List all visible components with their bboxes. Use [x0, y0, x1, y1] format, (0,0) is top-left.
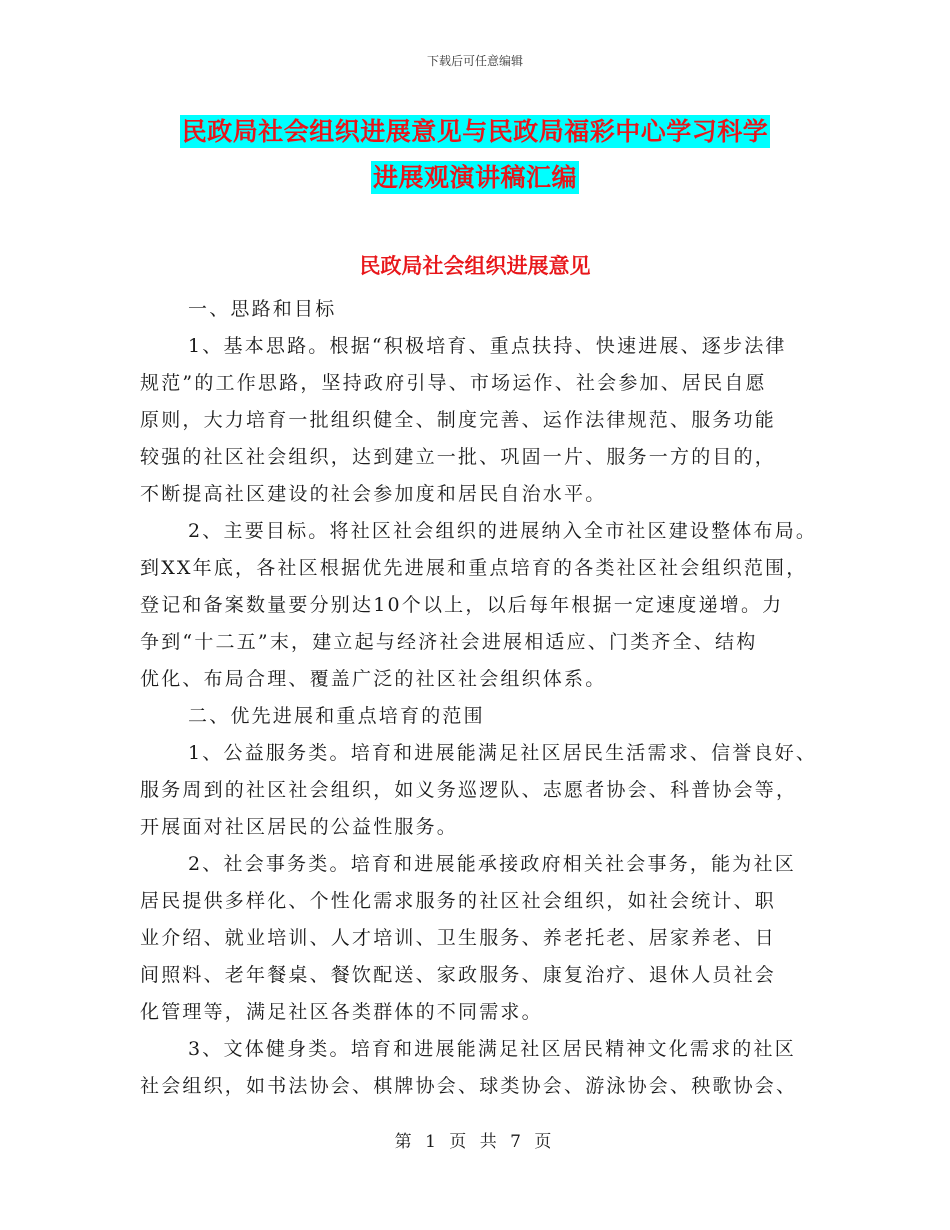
body-line: 原则，大力培育一批组织健全、制度完善、运作法律规范、服务功能: [140, 409, 777, 431]
body-line: 1、基本思路。根据“积极培育、重点扶持、快速进展、逐步法律: [188, 335, 787, 357]
body-line: 不断提高社区建设的社会参加度和居民自治水平。: [140, 483, 607, 505]
body-line: 优化、布局合理、覆盖广泛的社区社会组织体系。: [140, 668, 607, 690]
document-title-line-1: [0, 112, 950, 148]
page-footer: 第 1 页 共 7 页: [394, 1132, 556, 1152]
body-line: 一、思路和目标: [188, 298, 337, 320]
section-subtitle: 民政局社会组织进展意见: [359, 254, 591, 278]
body-line: 登记和备案数量要分别达10个以上，以后每年根据一定速度递增。力: [140, 594, 784, 616]
body-line: 1、公益服务类。培育和进展能满足社区居民生活需求、信誉良好、: [188, 742, 818, 764]
body-line: 社会组织，如书法协会、棋牌协会、球类协会、游泳协会、秧歌协会、: [140, 1075, 798, 1097]
body-line: 较强的社区社会组织，达到建立一批、巩固一片、服务一方的目的，: [140, 446, 777, 468]
body-line: 服务周到的社区社会组织，如义务巡逻队、志愿者协会、科普协会等，: [140, 779, 798, 801]
body-line: 2、社会事务类。培育和进展能承接政府相关社会事务，能为社区: [188, 853, 796, 875]
body-line: 业介绍、就业培训、人才培训、卫生服务、养老托老、居家养老、日: [140, 927, 777, 949]
body-line: 二、优先进展和重点培育的范围: [188, 705, 485, 727]
header-note: 下载后可任意编辑: [426, 54, 523, 68]
body-line: 2、主要目标。将社区社会组织的进展纳入全市社区建设整体布局。: [188, 520, 818, 542]
title-text-2: 进展观演讲稿汇编: [372, 163, 577, 192]
body-line: 间照料、老年餐桌、餐饮配送、家政服务、康复治疗、退休人员社会: [140, 964, 777, 986]
body-line: 规范”的工作思路，坚持政府引导、市场运作、社会参加、居民自愿: [140, 372, 767, 394]
title-text-1: 民政局社会组织进展意见与民政局福彩中心学习科学: [181, 117, 769, 146]
body-line: 化管理等，满足社区各类群体的不同需求。: [140, 1001, 543, 1023]
body-line: 争到“十二五”末，建立起与经济社会进展相适应、门类齐全、结构: [140, 631, 758, 653]
body-line: 居民提供多样化、个性化需求服务的社区社会组织，如社会统计、职: [140, 890, 777, 912]
document-title-line-2: [0, 158, 950, 194]
body-line: 到XX年底，各社区根据优先进展和重点培育的各类社区社会组织范围，: [140, 557, 808, 579]
body-line: 开展面对社区居民的公益性服务。: [140, 816, 459, 838]
body-line: 3、文体健身类。培育和进展能满足社区居民精神文化需求的社区: [188, 1038, 796, 1060]
